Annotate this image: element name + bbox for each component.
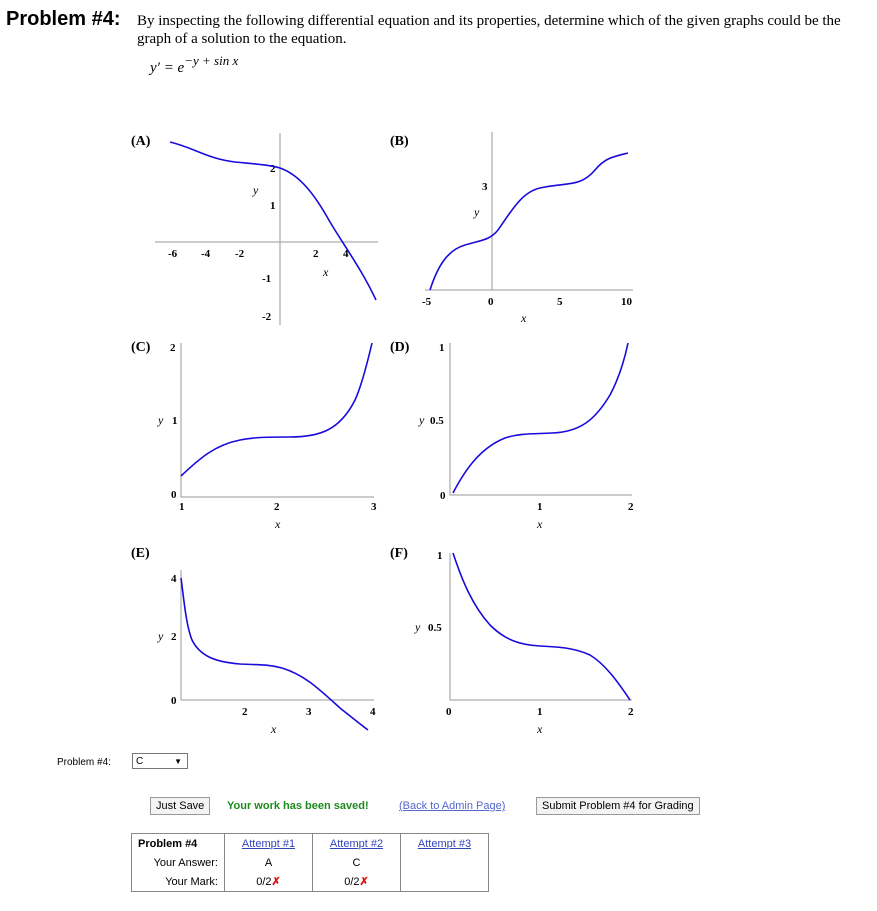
graph-b-xtick: -5: [422, 296, 432, 308]
mark-cell: [401, 872, 489, 892]
attempts-table: [131, 833, 489, 892]
attempt-2-link[interactable]: Attempt #2: [313, 834, 401, 854]
graph-c-xtick: 3: [371, 501, 377, 513]
table-row: [132, 872, 489, 892]
graph-c-curve: [181, 343, 372, 476]
graph-d-curve: [453, 343, 628, 493]
graph-c-ytick: 0: [171, 489, 177, 501]
graph-e-xtick: 3: [306, 706, 312, 718]
graph-c-xlabel: x: [275, 517, 281, 531]
graph-c-ytick: 2: [170, 342, 176, 354]
graph-f-label: (F): [390, 546, 408, 561]
saved-message: Your work has been saved!: [227, 800, 369, 812]
graph-c-ytick: 1: [172, 415, 178, 427]
table-row: [132, 834, 489, 854]
graph-f: [390, 546, 634, 736]
equation-lhs: y′ = e: [150, 60, 185, 76]
graph-a-xtick: 2: [313, 248, 319, 260]
table-head: Problem #4: [132, 834, 225, 854]
graph-b-ytick: 3: [482, 181, 488, 193]
graph-c: [131, 340, 377, 531]
graph-e-ytick: 4: [171, 573, 177, 585]
graph-a-ytick: 1: [270, 200, 276, 212]
mark-row-label: Your Mark:: [132, 872, 225, 892]
submit-button[interactable]: Submit Problem #4 for Grading: [536, 797, 700, 815]
dropdown-caret-icon: ▼: [174, 757, 182, 766]
mark-cell: 0/2✗: [313, 872, 401, 892]
graph-d-ytick: 1: [439, 342, 445, 354]
graph-a-ytick: 2: [270, 163, 276, 175]
graph-b-xlabel: x: [521, 311, 527, 325]
back-to-admin-link[interactable]: (Back to Admin Page): [399, 800, 506, 812]
answer-select[interactable]: [132, 753, 188, 769]
wrong-mark-icon: ✗: [359, 876, 369, 888]
graph-e-curve: [181, 578, 368, 730]
answer-cell: [401, 853, 489, 872]
graph-f-ylabel: y: [415, 620, 421, 634]
graph-e: [131, 546, 376, 736]
graph-d: [390, 340, 634, 531]
graph-b: [390, 132, 633, 325]
graph-a-ytick: -1: [262, 273, 272, 285]
attempt-1-link[interactable]: Attempt #1: [225, 834, 313, 854]
equation-exponent: −y + sin x: [184, 53, 239, 68]
graph-a-xtick: 4: [343, 248, 349, 260]
just-save-button[interactable]: Just Save: [150, 797, 210, 815]
graph-e-xlabel: x: [271, 722, 277, 736]
graph-b-label: (B): [390, 134, 409, 149]
graph-b-curve: [430, 153, 628, 290]
graph-d-xtick: 2: [628, 501, 634, 513]
graph-c-label: (C): [131, 340, 151, 355]
table-row: [132, 853, 489, 872]
graph-f-ytick: 1: [437, 550, 443, 562]
graph-d-label: (D): [390, 340, 410, 355]
graph-f-ytick: 0.5: [428, 622, 442, 634]
attempt-3-link[interactable]: Attempt #3: [401, 834, 489, 854]
graph-a-xlabel: x: [323, 265, 329, 279]
graph-e-xtick: 2: [242, 706, 248, 718]
graph-e-ytick: 2: [171, 631, 177, 643]
graph-e-ylabel: y: [158, 629, 164, 643]
graph-f-xtick: 2: [628, 706, 634, 718]
graph-d-ytick: 0.5: [430, 415, 444, 427]
graph-c-xtick: 1: [179, 501, 185, 513]
graph-a-ytick: -2: [262, 311, 272, 323]
graph-d-xtick: 1: [537, 501, 543, 513]
problem-title: Problem #4:: [6, 8, 121, 30]
answer-row-label: Your Answer:: [132, 853, 225, 872]
graph-c-xtick: 2: [274, 501, 280, 513]
graph-a-xtick: -2: [235, 248, 245, 260]
graph-f-curve: [453, 553, 630, 700]
graph-b-ylabel: y: [474, 205, 480, 219]
graph-d-ylabel: y: [419, 413, 425, 427]
graph-a-ylabel: y: [253, 183, 259, 197]
graph-f-xtick: 1: [537, 706, 543, 718]
graph-f-xtick: 0: [446, 706, 452, 718]
graph-b-xtick: 5: [557, 296, 563, 308]
graph-b-xtick: 10: [621, 296, 632, 308]
graph-e-label: (E): [131, 546, 150, 561]
graph-a-xtick: -4: [201, 248, 211, 260]
graph-a-curve: [170, 142, 376, 300]
mark-cell: 0/2✗: [225, 872, 313, 892]
answer-selected-value: C: [136, 756, 144, 767]
graph-e-ytick: 0: [171, 695, 177, 707]
graph-e-xtick: 4: [370, 706, 376, 718]
graph-c-ylabel: y: [158, 413, 164, 427]
problem-text: By inspecting the following differential equation and its properties, determine which of the given graphs could be the graph of a solution to the equation.: [137, 13, 841, 47]
answer-cell: C: [313, 853, 401, 872]
wrong-mark-icon: ✗: [271, 876, 281, 888]
graph-f-xlabel: x: [537, 722, 543, 736]
graph-a-xtick: -6: [168, 248, 178, 260]
graph-a-label: (A): [131, 134, 151, 149]
graph-b-xtick: 0: [488, 296, 494, 308]
answer-cell: A: [225, 853, 313, 872]
graph-d-ytick: 0: [440, 490, 446, 502]
answer-label: Problem #4:: [57, 757, 111, 768]
graph-d-xlabel: x: [537, 517, 543, 531]
graph-a: [131, 133, 378, 325]
